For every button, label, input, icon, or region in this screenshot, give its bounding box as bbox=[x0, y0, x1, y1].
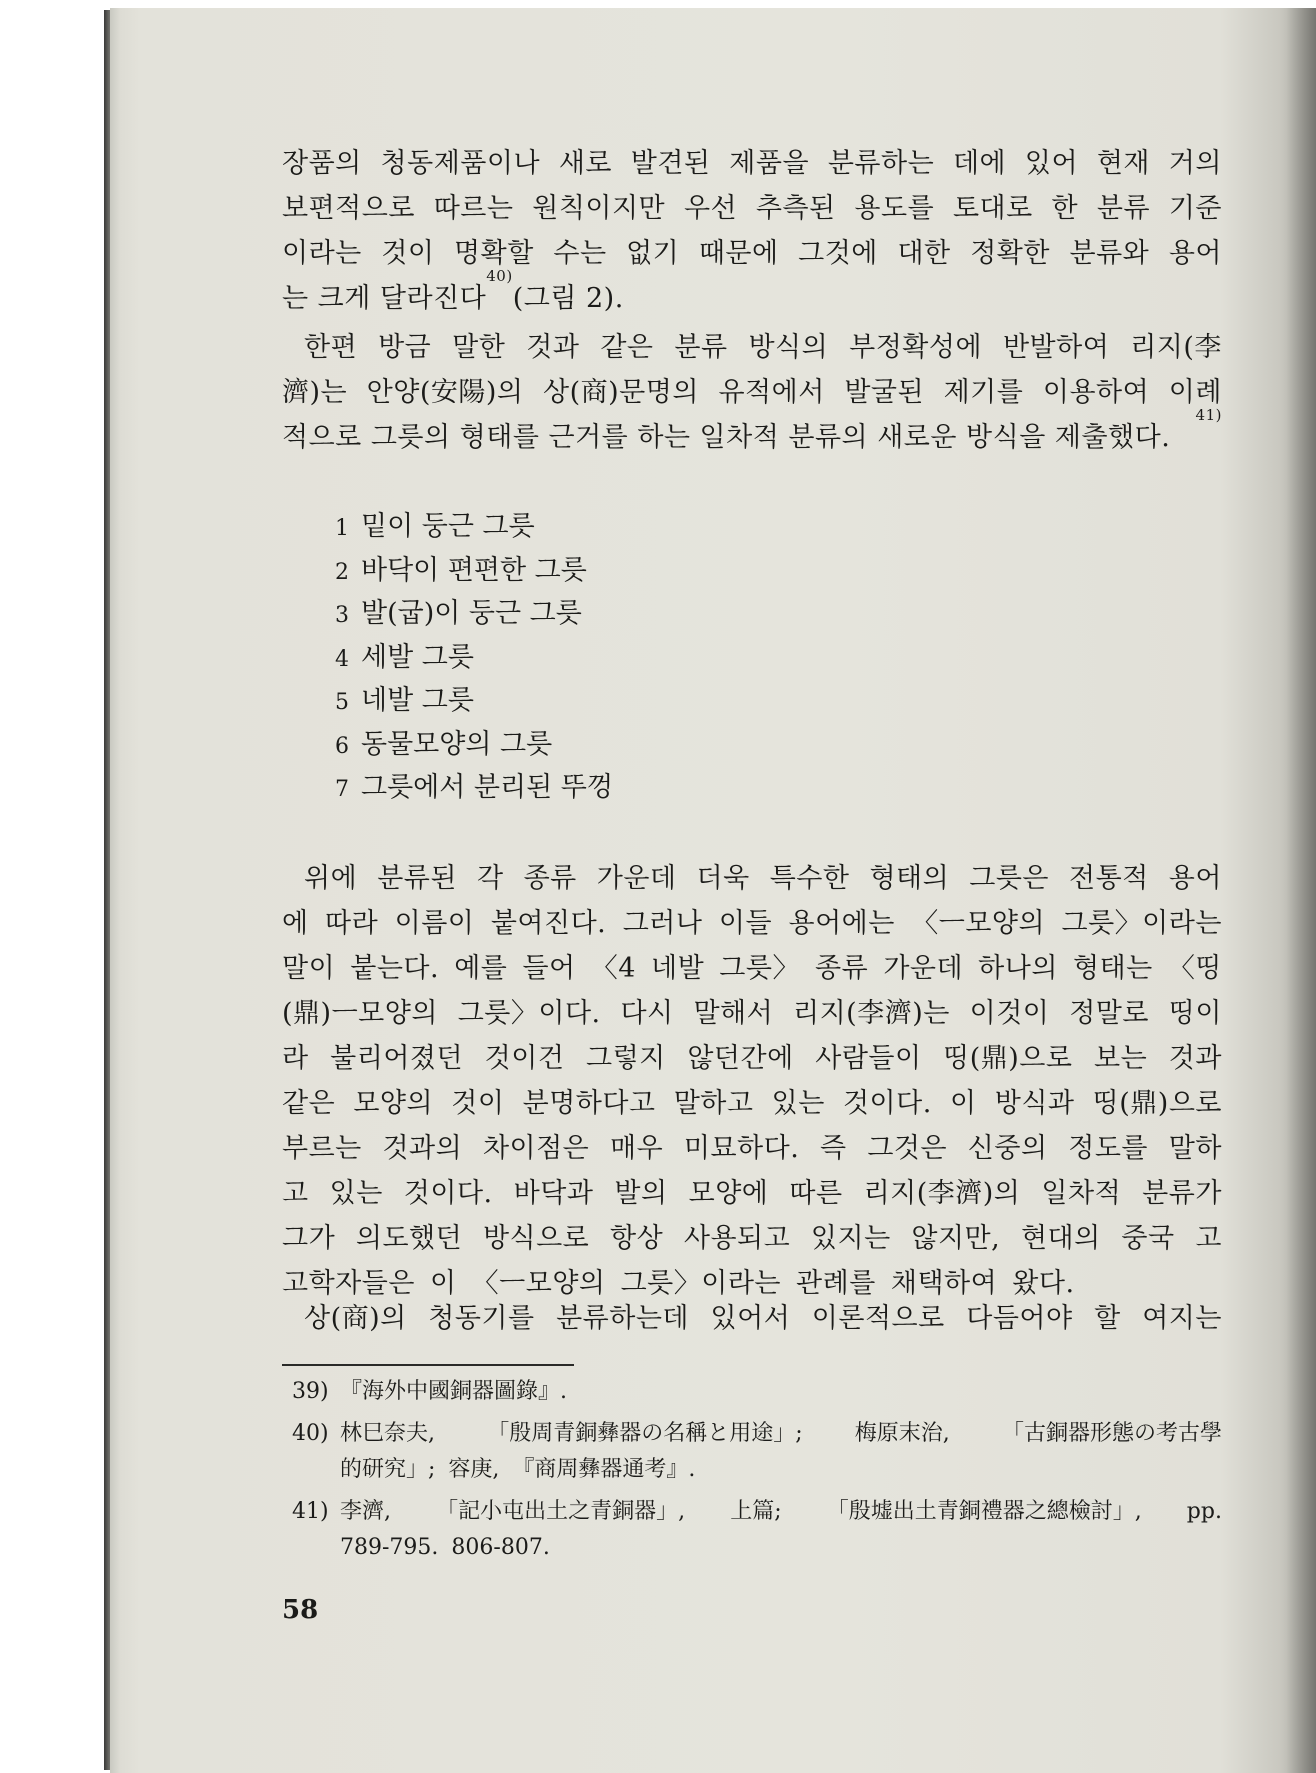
text-line bbox=[282, 267, 1222, 321]
paragraph-2 bbox=[282, 325, 1222, 460]
footnote-number: 41) bbox=[292, 1499, 329, 1524]
list-item bbox=[335, 592, 613, 636]
list-number: 7 bbox=[335, 777, 349, 802]
text-line: 고 있는 것이다. 바닥과 발의 모양에 따른 리지(李濟)의 일차적 분류가 bbox=[282, 1178, 1222, 1209]
footnote-line: 李濟, 「記小屯出土之青銅器」, 上篇; 「殷墟出土青銅禮器之總檢討」, pp. bbox=[340, 1499, 1222, 1524]
list-label: 세발 그릇 bbox=[361, 641, 474, 673]
footnote-line: 『海外中國銅器圖錄』. bbox=[340, 1379, 567, 1404]
footnote-39 bbox=[282, 1374, 1222, 1410]
list-item bbox=[335, 636, 613, 680]
list-item bbox=[335, 679, 613, 723]
list-label: 발(굽)이 둥근 그릇 bbox=[361, 598, 582, 629]
text-line: 부르는 것과의 차이점은 매우 미묘하다. 즉 그것은 신중의 정도를 말하 bbox=[282, 1133, 1222, 1164]
text-line: 한편 방금 말한 것과 같은 분류 방식의 부정확성에 반발하여 리지(李 bbox=[304, 332, 1222, 363]
paragraph-3 bbox=[282, 856, 1222, 1306]
page-edge-shadow bbox=[1286, 8, 1316, 1773]
text-line: 같은 모양의 것이 분명하다고 말하고 있는 것이다. 이 방식과 띵(鼎)으로 bbox=[282, 1088, 1222, 1119]
classification-list bbox=[335, 505, 613, 810]
list-label: 동물모양의 그릇 bbox=[361, 728, 553, 760]
text-segment: (그림 2). bbox=[512, 283, 624, 314]
text-line: 이라는 것이 명확할 수는 없기 때문에 그것에 대한 정확한 분류와 용어 bbox=[282, 238, 1222, 269]
footnote-40 bbox=[282, 1416, 1222, 1488]
footnote-divider bbox=[282, 1364, 574, 1366]
list-number: 1 bbox=[335, 516, 349, 541]
list-item bbox=[335, 766, 613, 810]
text-line: 그가 의도했던 방식으로 항상 사용되고 있지는 않지만, 현대의 중국 고 bbox=[282, 1223, 1222, 1254]
text-line: 상(商)의 청동기를 분류하는데 있어서 이론적으로 다듬어야 할 여지는 bbox=[304, 1303, 1222, 1334]
text-segment: 적으로 그릇의 형태를 근거를 하는 일차적 분류의 새로운 방식을 제출했다. bbox=[282, 422, 1171, 453]
list-item bbox=[335, 505, 613, 549]
footnote-line: 林巳奈夫, 「殷周青銅彝器の名稱と用途」; 梅原末治, 「古銅器形態の考古學 bbox=[340, 1421, 1222, 1446]
list-label: 네발 그릇 bbox=[361, 685, 474, 716]
text-line: 에 따라 이름이 붙여진다. 그러나 이들 용어에는 〈ㅡ모양의 그릇〉이라는 bbox=[282, 908, 1222, 939]
text-line: 라 불리어졌던 것이건 그렇지 않던간에 사람들이 띵(鼎)으로 보는 것과 bbox=[282, 1043, 1222, 1074]
list-number: 6 bbox=[335, 733, 349, 759]
list-number: 2 bbox=[335, 559, 349, 585]
text-line bbox=[282, 406, 1222, 460]
paragraph-1 bbox=[282, 141, 1222, 321]
footnote-ref-41: 41) bbox=[1195, 406, 1222, 424]
text-line: 장품의 청동제품이나 새로 발견된 제품을 분류하는 데에 있어 현재 거의 bbox=[282, 148, 1222, 179]
footnote-41 bbox=[282, 1494, 1222, 1566]
footnote-line: 789-795. 806-807. bbox=[340, 1535, 550, 1560]
paragraph-4 bbox=[282, 1296, 1222, 1341]
footnote-number: 40) bbox=[292, 1421, 329, 1446]
list-item bbox=[335, 549, 613, 593]
text-line: 고학자들은 이 〈ㅡ모양의 그릇〉이라는 관례를 채택하여 왔다. bbox=[282, 1268, 1075, 1299]
footnote-number: 39) bbox=[292, 1379, 329, 1404]
list-number: 4 bbox=[335, 646, 349, 672]
footnote-line: 的研究」; 容庚, 『商周彝器通考』. bbox=[340, 1457, 696, 1482]
list-number: 3 bbox=[335, 603, 349, 628]
text-segment: 는 크게 달라진다 bbox=[282, 283, 487, 314]
text-line: 말이 붙는다. 예를 들어 〈4 네발 그릇〉 종류 가운데 하나의 형태는 〈띵 bbox=[282, 953, 1222, 984]
list-number: 5 bbox=[335, 690, 349, 715]
text-line: 濟)는 안양(安陽)의 상(商)문명의 유적에서 발굴된 제기를 이용하여 이례 bbox=[282, 377, 1222, 408]
list-item bbox=[335, 723, 613, 767]
text-line: 보편적으로 따르는 원칙이지만 우선 추측된 용도를 토대로 한 분류 기준 bbox=[282, 193, 1222, 224]
text-line: 위에 분류된 각 종류 가운데 더욱 특수한 형태의 그릇은 전통적 용어 bbox=[304, 863, 1222, 894]
list-label: 바닥이 편편한 그릇 bbox=[361, 554, 587, 586]
footnotes bbox=[282, 1374, 1222, 1572]
list-label: 그릇에서 분리된 뚜껑 bbox=[361, 772, 613, 803]
list-label: 밑이 둥근 그릇 bbox=[361, 511, 535, 542]
page-number: 58 bbox=[282, 1595, 319, 1625]
text-line: (鼎)ㅡ모양의 그릇〉이다. 다시 말해서 리지(李濟)는 이것이 정말로 띵이 bbox=[282, 998, 1222, 1029]
footnote-ref-40: 40) bbox=[486, 267, 513, 285]
